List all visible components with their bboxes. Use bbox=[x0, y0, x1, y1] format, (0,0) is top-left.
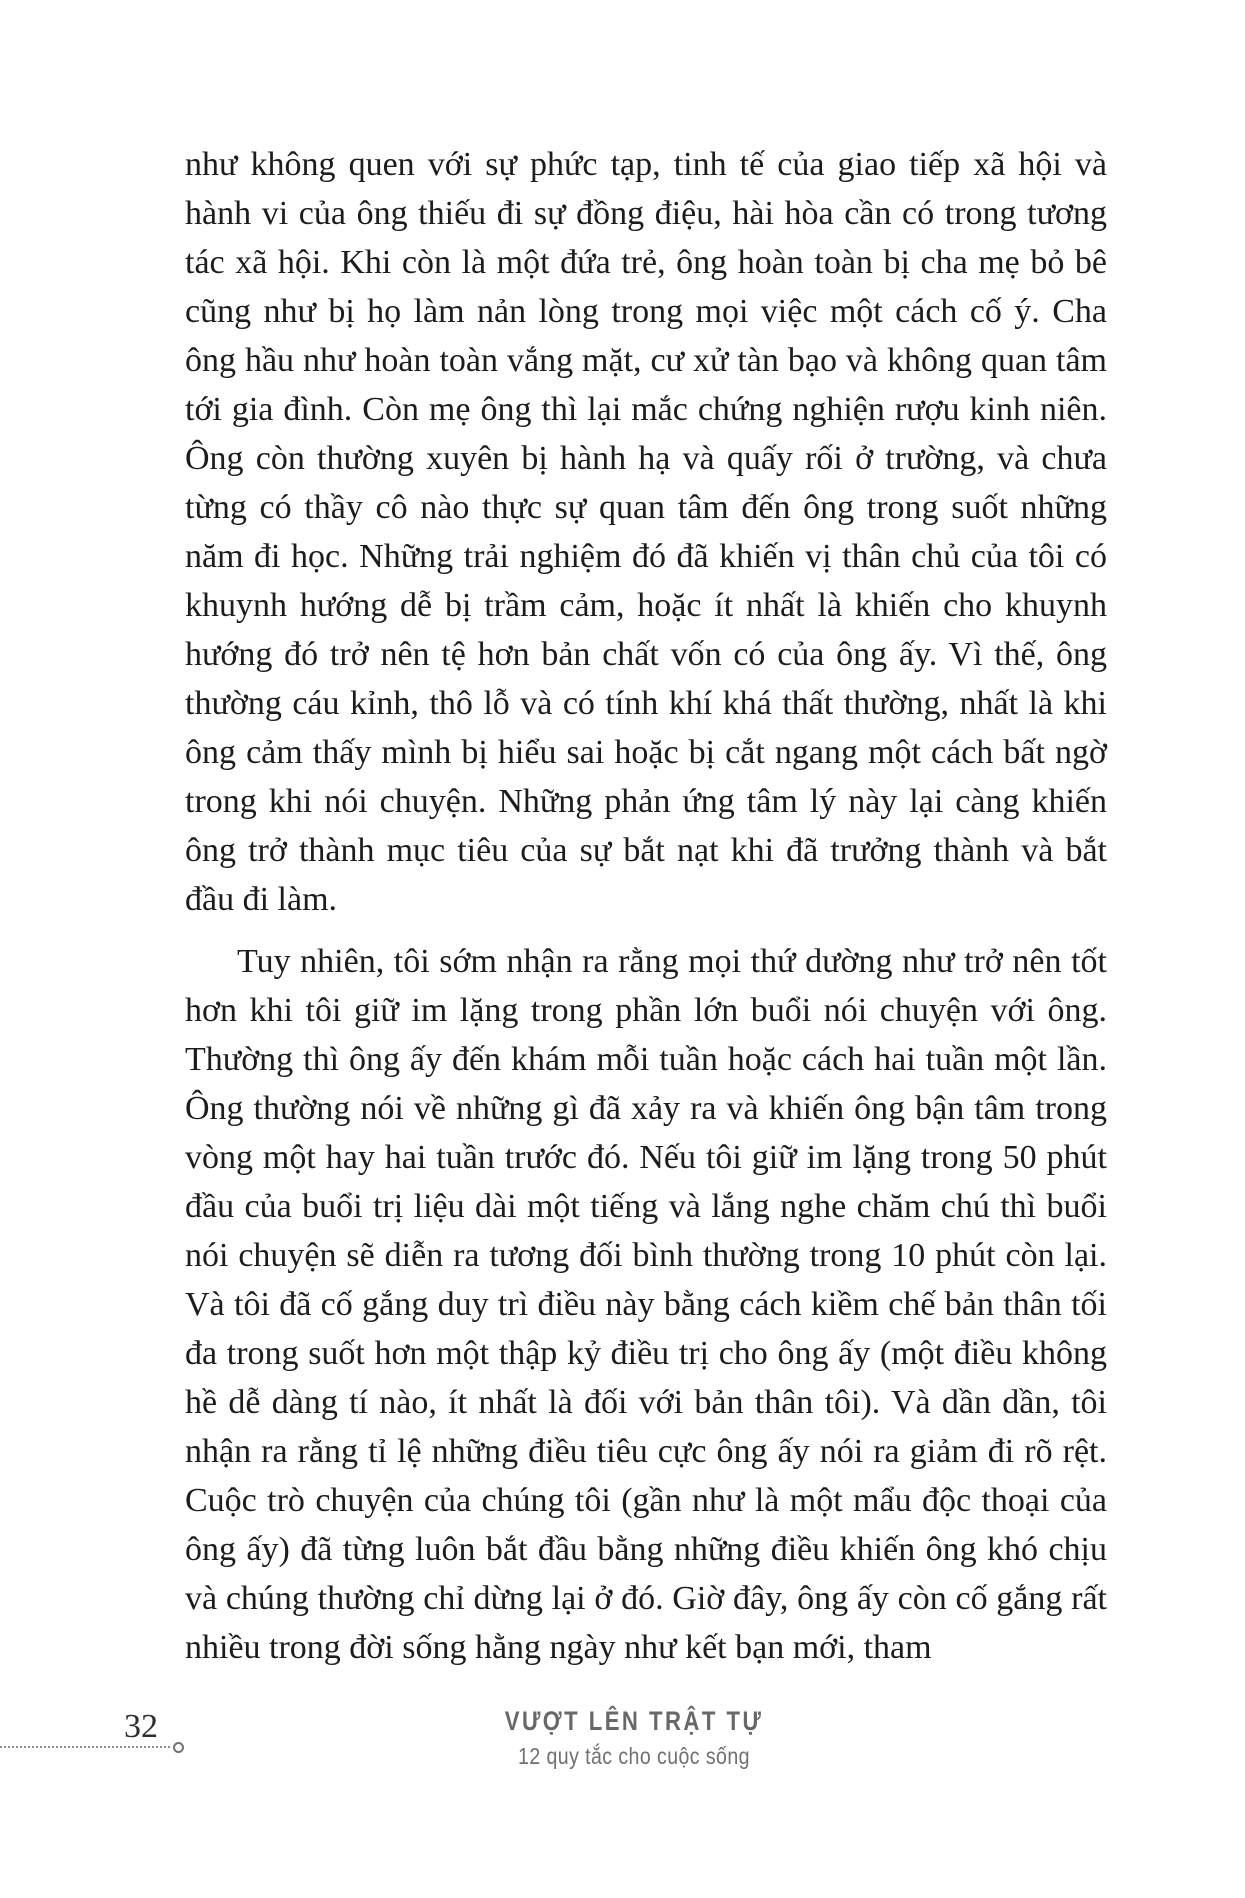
footer-dotted-rule bbox=[0, 1746, 170, 1748]
body-text bbox=[185, 140, 1107, 1672]
page-number: 32 bbox=[124, 1708, 158, 1745]
circle-marker-icon bbox=[173, 1742, 184, 1753]
book-title: VƯỢT LÊN TRẬT TỰ bbox=[504, 1706, 764, 1736]
book-subtitle: 12 quy tắc cho cuộc sống bbox=[518, 1743, 750, 1769]
paragraph-second: Tuy nhiên, tôi sớm nhận ra rằng mọi thứ dường như trở nên tốt hơn khi tôi giữ im lặng trong phần lớn buổi nói chuyện với ông. Thường thì ông ấy đến khám mỗi tuần hoặc cách hai tuần một lần. Ông thường nói về những gì đã xảy ra và khiến ông bận tâm trong vòng một hay hai tuần trước đó. Nếu tôi giữ im lặng trong 50 phút đầu của buổi trị liệu dài một tiếng và lắng nghe chăm chú thì buổi nói chuyện sẽ diễn ra tương đối bình thường trong 10 phút còn lại. Và tôi đã cố gắng duy trì điều này bằng cách kiềm chế bản thân tối đa trong suốt hơn một thập kỷ điều trị cho ông ấy (một điều không hề dễ dàng tí nào, ít nhất là đối với bản thân tôi). Và dần dần, tôi nhận ra rằng tỉ lệ những điều tiêu cực ông ấy nói ra giảm đi rõ rệt. Cuộc trò chuyện của chúng tôi (gần như là một mẩu độc thoại của ông ấy) đã từng luôn bắt đầu bằng những điều khiến ông khó chịu và chúng thường chỉ dừng lại ở đó. Giờ đây, ông ấy còn cố gắng rất nhiều trong đời sống hằng ngày như kết bạn mới, tham bbox=[185, 943, 1107, 1666]
page-footer bbox=[0, 1700, 1245, 1810]
footer-titles bbox=[434, 1706, 834, 1770]
paragraph-continued: như không quen với sự phức tạp, tinh tế của giao tiếp xã hội và hành vi của ông thiếu đi sự đồng điệu, hài hòa cần có trong tương tác xã hội. Khi còn là một đứa trẻ, ông hoàn toàn bị cha mẹ bỏ bê cũng như bị họ làm nản lòng trong mọi việc một cách cố ý. Cha ông hầu như hoàn toàn vắng mặt, cư xử tàn bạo và không quan tâm tới gia đình. Còn mẹ ông thì lại mắc chứng nghiện rượu kinh niên. Ông còn thường xuyên bị hành hạ và quấy rối ở trường, và chưa từng có thầy cô nào thực sự quan tâm đến ông trong suốt những năm đi học. Những trải nghiệm đó đã khiến vị thân chủ của tôi có khuynh hướng dễ bị trầm cảm, hoặc ít nhất là khiến cho khuynh hướng đó trở nên tệ hơn bản chất vốn có của ông ấy. Vì thế, ông thường cáu kỉnh, thô lỗ và có tính khí khá thất thường, nhất là khi ông cảm thấy mình bị hiểu sai hoặc bị cắt ngang một cách bất ngờ trong khi nói chuyện. Những phản ứng tâm lý này lại càng khiến ông trở thành mục tiêu của sự bắt nạt khi đã trưởng thành và bắt đầu đi làm. bbox=[185, 146, 1107, 918]
